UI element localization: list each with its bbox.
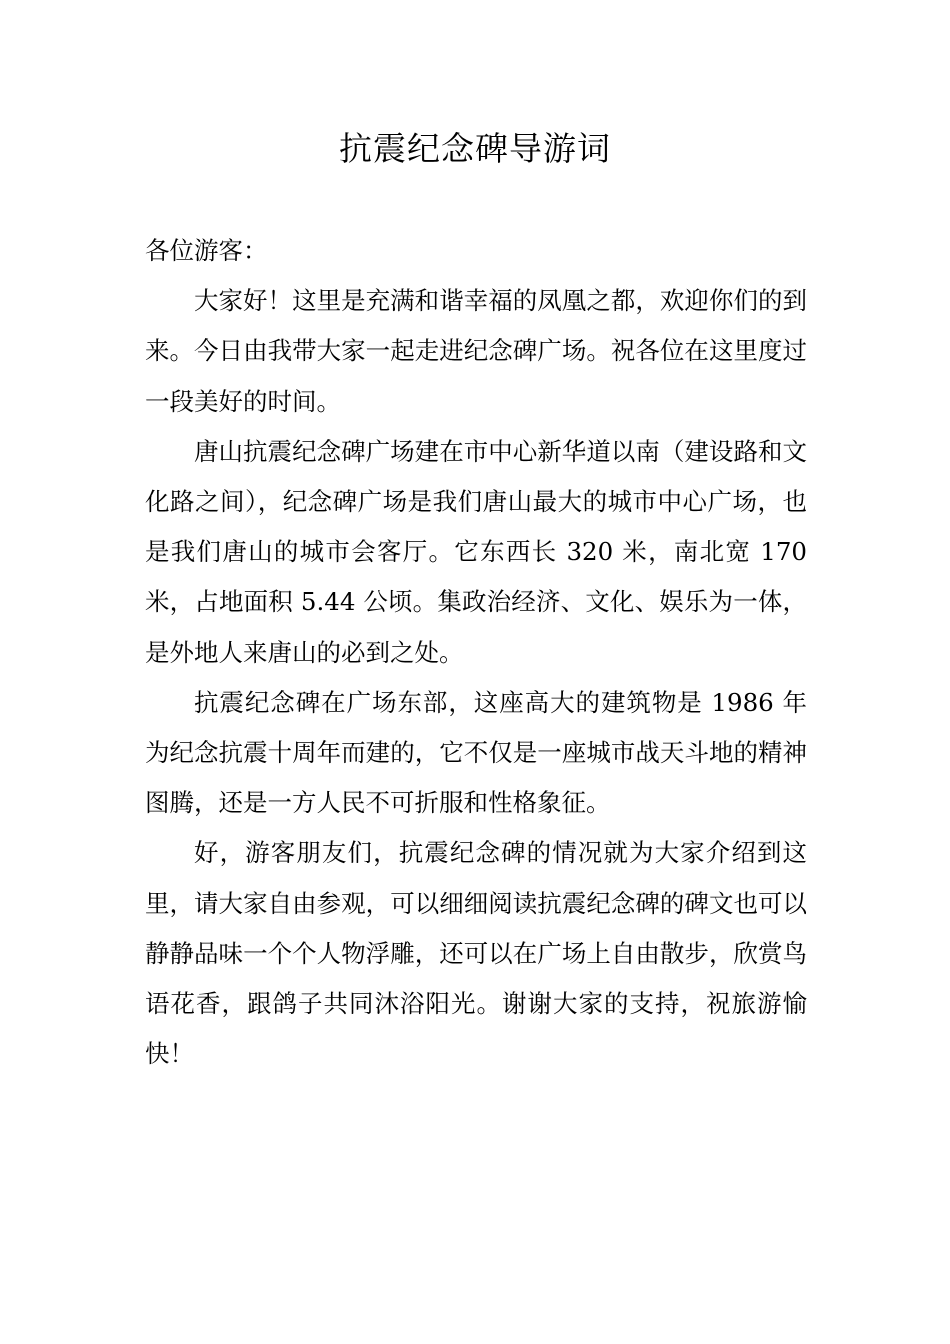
paragraph-welcome: 大家好！这里是充满和谐幸福的凤凰之都，欢迎你们的到来。今日由我带大家一起走进纪念碑广场。祝各位在这里度过一段美好的时间。 — [145, 286, 807, 416]
paragraph-monument: 抗震纪念碑在广场东部，这座高大的建筑物是 1986 年为纪念抗震十周年而建的，它不仅是一座城市战天斗地的精神图腾，还是一方人民不可折服和性格象征。 — [145, 687, 807, 818]
document-title: 抗震纪念碑导游词 — [339, 129, 611, 168]
salutation: 各位游客： — [145, 236, 268, 265]
paragraph-square-intro: 唐山抗震纪念碑广场建在市中心新华道以南（建设路和文化路之间），纪念碑广场是我们唐山最大的城市中心广场，也是我们唐山的城市会客厅。它东西长 320 米，南北宽 170 米，占地面积 5.44 公顷。集政治经济、文化、娱乐为一体，是外地人来唐山的必到之处。 — [145, 436, 807, 667]
document-body — [145, 226, 807, 1079]
paragraph-closing: 好，游客朋友们，抗震纪念碑的情况就为大家介绍到这里，请大家自由参观，可以细细阅读抗震纪念碑的碑文也可以静静品味一个个人物浮雕，还可以在广场上自由散步，欣赏鸟语花香，跟鸽子共同沐浴阳光。谢谢大家的支持，祝旅游愉快！ — [145, 838, 807, 1069]
